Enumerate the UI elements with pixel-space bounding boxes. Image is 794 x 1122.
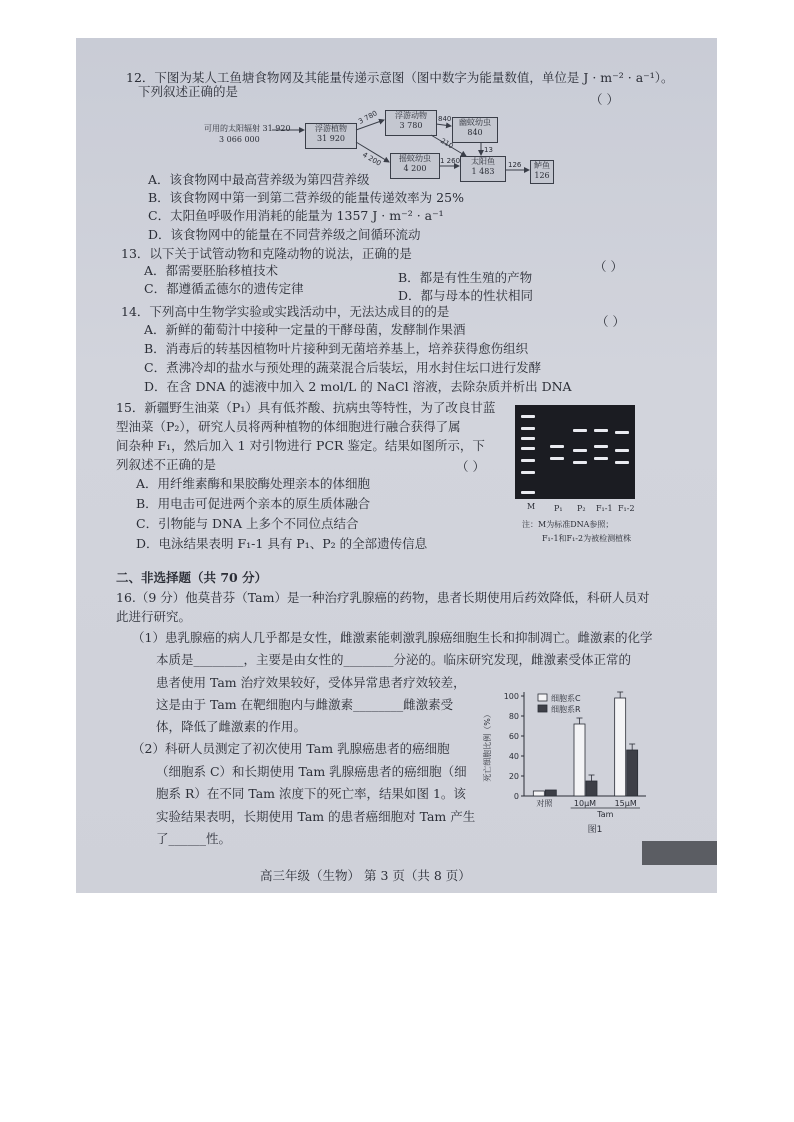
q12-option-d: D．该食物网中的能量在不同营养级之间循环流动 xyxy=(148,227,421,242)
y-tick-label: 60 xyxy=(508,732,519,741)
gel-note-1: 注：M为标准DNA参照； xyxy=(522,520,614,529)
larvae-value: 840 xyxy=(467,128,483,137)
zooplankton-name: 浮游动物 xyxy=(395,111,427,120)
q12-option-c: C．太阳鱼呼吸作用消耗的能量为 1357 J · m⁻² · a⁻¹ xyxy=(148,208,444,223)
gel-band xyxy=(615,461,629,464)
gel-electrophoresis-image xyxy=(515,405,635,499)
q16-part2-line1: （2）科研人员测定了初次使用 Tam 乳腺癌患者的癌细胞 xyxy=(132,741,450,756)
y-tick-label: 80 xyxy=(508,712,519,721)
y-tick-label: 40 xyxy=(508,752,519,761)
q16-part1-line4: 这是由于 Tam 在靶细胞内与雌激素________雌激素受 xyxy=(156,697,454,712)
page-footer: 高三年级（生物） 第 3 页（共 8 页） xyxy=(260,868,471,883)
x-tick-label: 15μM xyxy=(614,799,637,808)
q13-option-a: A．都需要胚胎移植技术 xyxy=(144,263,279,278)
q14-stem: 14．下列高中生物学实验或实践活动中，无法达成目的的是 xyxy=(121,304,450,319)
q14-option-d: D．在含 DNA 的滤液中加入 2 mol/L 的 NaCl 溶液，去除杂质并析出 DNA xyxy=(144,379,572,394)
x-tick-label: 对照 xyxy=(536,799,553,808)
flow-f-to-p: 126 xyxy=(508,161,522,169)
q16-part2-line2: （细胞系 C）和长期使用 Tam 乳腺癌患者的癌细胞（细 xyxy=(156,764,467,779)
flow-z-to-l: 840 xyxy=(438,115,452,123)
bar-细胞系C xyxy=(533,791,544,796)
y-tick-label: 20 xyxy=(508,772,519,781)
gel-band xyxy=(521,459,535,462)
bar-细胞系R xyxy=(586,781,597,796)
gel-band xyxy=(521,437,535,440)
q12-option-b: B．该食物网中第一到第二营养级的能量传递效率为 25% xyxy=(148,190,464,205)
gel-band xyxy=(615,449,629,452)
q14-answer-paren: （ ） xyxy=(596,314,625,329)
bar-细胞系R xyxy=(545,790,556,796)
y-axis-label: 死亡细胞比例（%） xyxy=(483,710,492,782)
gel-band xyxy=(573,461,587,464)
q15-stem-line2: 型油菜（P₂），研究人员将两种植物的体细胞进行融合获得了属 xyxy=(116,419,461,434)
q13-answer-paren: （ ） xyxy=(594,259,623,274)
tam-death-rate-chart xyxy=(476,684,676,834)
gel-band xyxy=(573,429,587,432)
gel-band xyxy=(521,471,535,474)
gel-band xyxy=(594,457,608,460)
producer-value: 31 920 xyxy=(317,134,345,143)
x-tick-label: 10μM xyxy=(573,799,597,808)
q12-option-a: A．该食物网中最高营养级为第四营养级 xyxy=(148,172,370,187)
gel-band xyxy=(521,427,535,430)
q14-option-c: C．煮沸冷却的盐水与预处理的蔬菜混合后装坛，用水封住坛口进行发酵 xyxy=(144,360,542,375)
section-title: 二、非选择题（共 70 分） xyxy=(116,570,268,585)
flow-i-to-f: 1 260 xyxy=(440,157,461,165)
q16-part2-line5: 了______性。 xyxy=(156,831,232,846)
figure-caption: 图1 xyxy=(587,825,603,834)
gel-lane-label: P₂ xyxy=(577,504,586,513)
q15-stem-line3: 间杂种 F₁，然后加入 1 对引物进行 PCR 鉴定。结果如图所示，下 xyxy=(116,438,485,453)
q12-stem-line1: 12．下图为某人工鱼塘食物网及其能量传递示意图（图中数字为能量数值，单位是 J · m⁻² · a⁻¹）。 xyxy=(126,70,674,85)
q16-part1-line1: （1）患乳腺癌的病人几乎都是女性，雌激素能刺激乳腺癌细胞生长和抑制凋亡。雌激素的化学 xyxy=(132,630,653,645)
gel-band xyxy=(615,431,629,434)
perch-name: 鲈鱼 xyxy=(534,161,550,170)
insect-value: 4 200 xyxy=(403,164,427,173)
q15-stem-line4: 列叙述不正确的是 xyxy=(116,457,217,472)
legend-label: 细胞系R xyxy=(551,705,581,714)
legend-swatch xyxy=(538,694,547,701)
gel-lane-label: F₁-2 xyxy=(618,504,635,513)
q15-answer-paren: （ ） xyxy=(456,459,485,474)
gel-band xyxy=(573,449,587,452)
flow-l-to-f: 13 xyxy=(484,146,493,154)
gel-band xyxy=(521,447,535,450)
bar-细胞系R xyxy=(627,750,638,796)
q12-answer-paren: （ ） xyxy=(590,92,619,107)
q14-option-a: A．新鲜的葡萄汁中接种一定量的干酵母菌，发酵制作果酒 xyxy=(144,322,466,337)
bar-细胞系C xyxy=(615,698,626,796)
fish-value: 1 483 xyxy=(471,167,495,176)
perch-value: 126 xyxy=(534,171,550,180)
q16-part1-line5: 体，降低了雌激素的作用。 xyxy=(156,719,307,734)
y-tick-label: 0 xyxy=(513,792,519,801)
q13-stem: 13．以下关于试管动物和克隆动物的说法，正确的是 xyxy=(121,246,412,261)
gel-lane-label: P₁ xyxy=(554,504,563,513)
q15-option-a: A．用纤维素酶和果胶酶处理亲本的体细胞 xyxy=(136,476,371,491)
flow-p-to-i: 4 200 xyxy=(361,150,383,168)
q16-part2-line3: 胞系 R）在不同 Tam 浓度下的死亡率，结果如图 1。该 xyxy=(156,786,466,801)
q16-part1-line2: 本质是________，主要是由女性的________分泌的。临床研究发现，雌激素受体正常的 xyxy=(156,652,632,667)
legend-swatch xyxy=(538,705,547,712)
solar-radiation-label: 可用的太阳辐射 31 920 xyxy=(204,124,291,133)
q15-option-b: B．用电击可促进两个亲本的原生质体融合 xyxy=(136,496,371,511)
q16-part1-line3: 患者使用 Tam 治疗效果较好，受体异常患者疗效较差， xyxy=(156,675,466,690)
q15-option-c: C．引物能与 DNA 上多个不同位点结合 xyxy=(136,516,359,531)
gel-band xyxy=(550,457,564,460)
q16-part2-line4: 实验结果表明，长期使用 Tam 的患者癌细胞对 Tam 产生 xyxy=(156,809,476,824)
arrow-zooplankton-larvae xyxy=(436,124,451,126)
gel-band xyxy=(521,491,535,494)
q15-option-d: D．电泳结果表明 F₁-1 具有 P₁、P₂ 的全部遗传信息 xyxy=(136,536,428,551)
solar-total: 3 066 000 xyxy=(219,135,260,144)
gel-band xyxy=(521,415,535,418)
flow-p-to-z: 3 780 xyxy=(357,109,379,126)
redaction-bar xyxy=(642,841,717,865)
q12-stem-line2: 下列叙述正确的是 xyxy=(138,84,239,99)
gel-lane-label: F₁-1 xyxy=(596,504,613,513)
bar-细胞系C xyxy=(574,724,585,796)
y-tick-label: 100 xyxy=(503,692,519,701)
legend-label: 细胞系C xyxy=(551,694,581,703)
insect-name: 摇蚊幼虫 xyxy=(399,154,431,163)
gel-band xyxy=(594,445,608,448)
exam-page xyxy=(76,38,717,893)
fish-name: 太阳鱼 xyxy=(471,157,495,166)
x-axis-label: Tam xyxy=(597,810,614,819)
flow-z-to-f: 210 xyxy=(439,136,455,151)
q14-option-b: B．消毒后的转基因植物叶片接种到无菌培养基上，培养获得愈伤组织 xyxy=(144,341,529,356)
gel-band xyxy=(550,445,564,448)
gel-lane-label: M xyxy=(527,502,536,511)
producer-name: 浮游植物 xyxy=(315,124,347,133)
q13-option-c: C．都遵循孟德尔的遗传定律 xyxy=(144,281,304,296)
q13-option-d: D．都与母本的性状相同 xyxy=(398,288,534,303)
larvae-name: 幽蚊幼虫 xyxy=(459,118,491,127)
gel-band xyxy=(594,429,608,432)
q13-option-b: B．都是有性生殖的产物 xyxy=(398,270,533,285)
q16-stem-line1: 16.（9 分）他莫昔芬（Tam）是一种治疗乳腺癌的药物，患者长期使用后药效降低，科研人员对 xyxy=(116,590,650,605)
zooplankton-value: 3 780 xyxy=(399,121,423,130)
gel-note-2: F₁-1和F₁-2为被检测植株 xyxy=(542,534,632,543)
q15-stem-line1: 15．新疆野生油菜（P₁）具有低芥酸、抗病虫等特性，为了改良甘蓝 xyxy=(116,400,496,415)
q16-stem-line2: 此进行研究。 xyxy=(116,609,192,624)
